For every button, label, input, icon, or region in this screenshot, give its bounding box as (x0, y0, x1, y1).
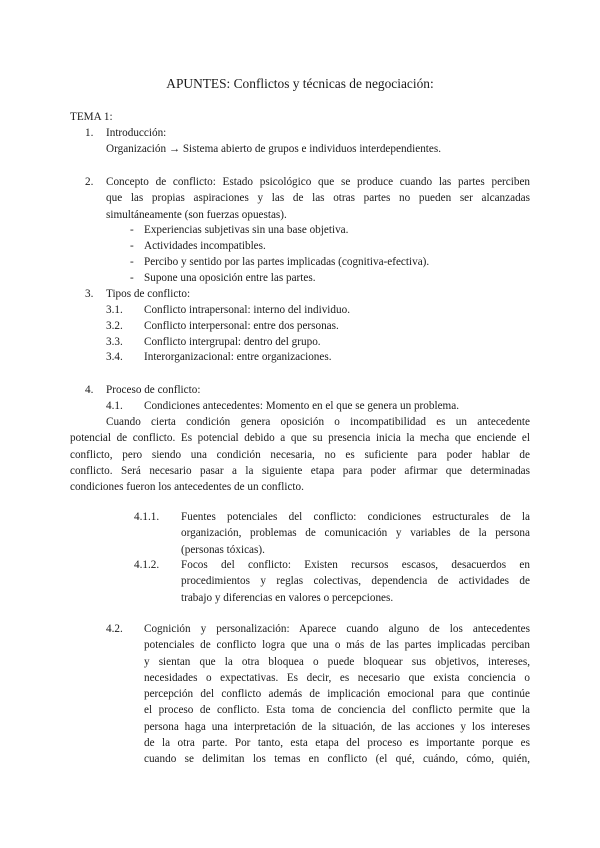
text-line: Fuentes potenciales del conflicto: condiciones estructurales de la (181, 511, 530, 523)
section-2-number: 2. (85, 176, 94, 188)
subitem-number: 4.1. (106, 400, 123, 412)
subitem-number: 3.3. (106, 336, 123, 348)
text-line: potencial de conflicto. Es potencial debido a que su presencia inicia la mecha que enciende el (70, 432, 530, 445)
text-line: persona haga una interpretación de la situación, de las acciones y los intereses (144, 720, 530, 733)
text-line: conflicto. Será necesario pasar a la siguiente etapa para poder afirmar que determinadas (70, 464, 530, 477)
text-line: conflicto, pero siendo una condición necesaria, no es suficiente para poder hablar de (70, 448, 530, 461)
text-line: potenciales de conflicto logra que una o más de las partes implicadas perciban (144, 639, 530, 652)
section-3-heading: Tipos de conflicto: (106, 288, 191, 300)
text-line: Focos del conflicto: Existen recursos escasos, desacuerdos en (181, 559, 530, 571)
text-line: (personas tóxicas). (181, 543, 265, 556)
section-1-heading: Introducción: (106, 127, 167, 139)
text-line: trabajo y diferencias en valores o percepciones. (181, 591, 394, 604)
document-title: APUNTES: Conflictos y técnicas de negociación: (166, 76, 434, 91)
text-line: condiciones fueron los antecedentes de un conflicto. (70, 481, 304, 494)
section-1-text: Organización → Sistema abierto de grupos e individuos interdependientes. (106, 143, 442, 155)
subitem-paragraph (181, 557, 530, 606)
section-4-heading: Proceso de conflicto: (106, 384, 201, 396)
bullet-item: Supone una oposición entre las partes. (144, 272, 316, 284)
subitem-number: 4.2. (106, 623, 123, 635)
section-1-number: 1. (85, 127, 94, 139)
subitem-number: 3.4. (106, 351, 123, 363)
bullet-dash: - (130, 224, 134, 236)
subitem-text: Interorganizacional: entre organizaciones. (144, 351, 332, 363)
section-4-number: 4. (85, 384, 94, 396)
tema-heading: TEMA 1: (70, 111, 113, 123)
bullet-item: Experiencias subjetivas sin una base objetiva. (144, 224, 349, 236)
subitem-paragraph (181, 509, 530, 558)
text-line: procedimientos y reglas colectivas, dependencia de actividades de (181, 575, 530, 588)
section-3-number: 3. (85, 288, 94, 300)
text-line: cuando se delimitan los temas en conflicto (el qué, cuándo, cómo, quién, (144, 753, 530, 766)
subitem-text: Conflicto interpersonal: entre dos personas. (144, 320, 339, 332)
subitem-number: 3.2. (106, 320, 123, 332)
subitem-text: Conflicto intrapersonal: interno del individuo. (144, 304, 350, 316)
cognition-paragraph (144, 621, 530, 768)
text-line: el proceso de conflicto. Esta toma de conciencia del conflicto permite que la (144, 704, 530, 717)
text-line: percepción del conflicto además de implicación emocional para que continúe (144, 688, 530, 701)
text-line: Cognición y personalización: Aparece cuando alguno de los antecedentes (144, 623, 530, 635)
subitem-text: Condiciones antecedentes: Momento en el que se genera un problema. (144, 400, 460, 412)
text-line: Cuando cierta condición genera oposición o incompatibilidad es un antecedente (106, 416, 530, 428)
section-2-paragraph (106, 174, 530, 223)
text-line: simultáneamente (son fuerzas opuestas). (106, 208, 287, 221)
text-line: y sientan que la otra bloquea o puede bloquear sus objetivos, intereses, (144, 655, 530, 668)
bullet-item: Percibo y sentido por las partes implicadas (cognitiva-efectiva). (144, 256, 430, 268)
subitem-number: 4.1.2. (134, 559, 160, 571)
subitem-number: 3.1. (106, 304, 123, 316)
bullet-dash: - (130, 256, 134, 268)
antecedent-paragraph (70, 414, 530, 495)
subitem-text: Conflicto intergrupal: dentro del grupo. (144, 336, 321, 348)
text-line: de la otra parte. Por tanto, esta etapa del proceso es importante porque es (144, 737, 530, 750)
text-line: Concepto de conflicto: Estado psicológico que se produce cuando las partes perciben (106, 176, 530, 188)
text-line: que las propias aspiraciones y las de las otras partes no pueden ser alcanzadas (106, 192, 530, 205)
subitem-number: 4.1.1. (134, 511, 160, 523)
bullet-dash: - (130, 272, 134, 284)
text-line: organización, problemas de comunicación y variables de la persona (181, 527, 530, 540)
text-line: necesidades o expectativas. Es decir, es necesario que exista conciencia o (144, 671, 530, 684)
bullet-item: Actividades incompatibles. (144, 240, 266, 252)
bullet-dash: - (130, 240, 134, 252)
